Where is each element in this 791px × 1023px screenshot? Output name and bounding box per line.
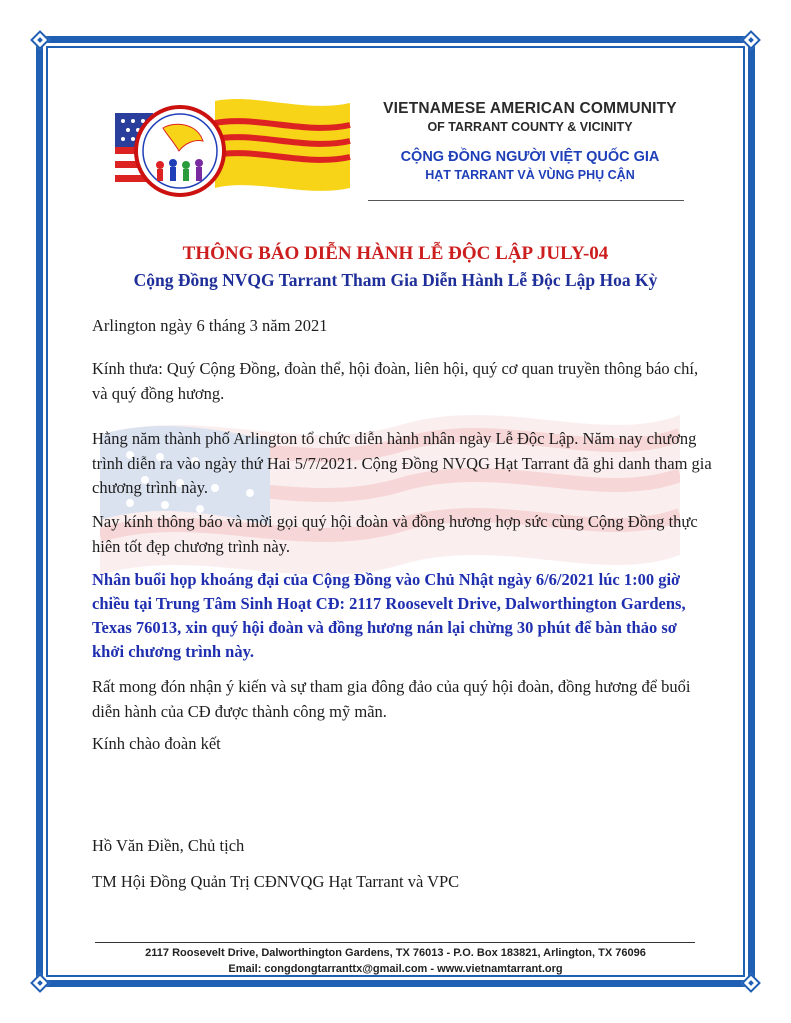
community-logo-icon [105,93,355,205]
date-line: Arlington ngày 6 tháng 3 năm 2021 [92,316,328,335]
org-name-en-line2: OF TARRANT COUNTY & VICINITY [427,120,633,134]
footer-address: 2117 Roosevelt Drive, Dalworthington Gardens, TX 76013 - P.O. Box 183821, Arlington, TX 76096 [145,947,646,959]
signer-name: Hồ Văn Điền, Chủ tịch [92,836,245,855]
paragraph-1: Hằng năm thành phố Arlington tổ chức diễn hành nhân ngày Lễ Độc Lập. Năm nay chương trình diễn ra vào ngày thứ Hai 5/7/2021. Cộng Đồng NVQG Hạt Tarrant đã ghi danh tham gia chương trình này. [92,429,712,497]
notice-title: THÔNG BÁO DIỄN HÀNH LỄ ĐỘC LẬP JULY-04 [182,243,609,264]
footer-divider [95,942,695,943]
org-name-vn-line1: CỘNG ĐỒNG NGƯỜI VIỆT QUỐC GIA [400,149,660,165]
org-name-en-line1: VIETNAMESE AMERICAN COMMUNITY [383,100,677,117]
notice-subtitle: Cộng Đồng NVQG Tarrant Tham Gia Diễn Hành Lễ Độc Lập Hoa Kỳ [133,270,658,290]
paragraph-3-highlight: Nhân buổi họp khoáng đại của Cộng Đồng vào Chủ Nhật ngày 6/6/2021 lúc 1:00 giờ chiều tại Trung Tâm Sinh Hoạt CĐ: 2117 Roosevelt Drive, Dalworthington Gardens, Texas 76013, xin quý hội đoàn và đồng hương nán lại chừng 30 phút để bàn thảo sơ khởi chương trình này. [92,570,686,661]
header-divider [368,200,684,201]
signer-title: TM Hội Đồng Quản Trị CĐNVQG Hạt Tarrant và VPC [92,872,460,891]
closing-line: Kính chào đoàn kết [92,734,221,753]
org-name-vn-line2: HẠT TARRANT VÀ VÙNG PHỤ CẬN [425,168,635,182]
organization-heading [370,100,690,182]
footer-contact: Email: congdongtarranttx@gmail.com - www.vietnamtarrant.org [228,963,563,975]
salutation: Kính thưa: Quý Cộng Đồng, đoàn thể, hội đoàn, liên hội, quý cơ quan truyền thông báo chí, và quý đồng hương. [92,359,699,403]
paragraph-4: Rất mong đón nhận ý kiến và sự tham gia đông đảo của quý hội đoàn, đồng hương để buổi diễn hành của CĐ được thành công mỹ mãn. [92,677,691,721]
paragraph-2: Nay kính thông báo và mời gọi quý hội đoàn và đồng hương hợp sức cùng Cộng Đồng thực hiên tốt đẹp chương trình này. [92,512,698,556]
